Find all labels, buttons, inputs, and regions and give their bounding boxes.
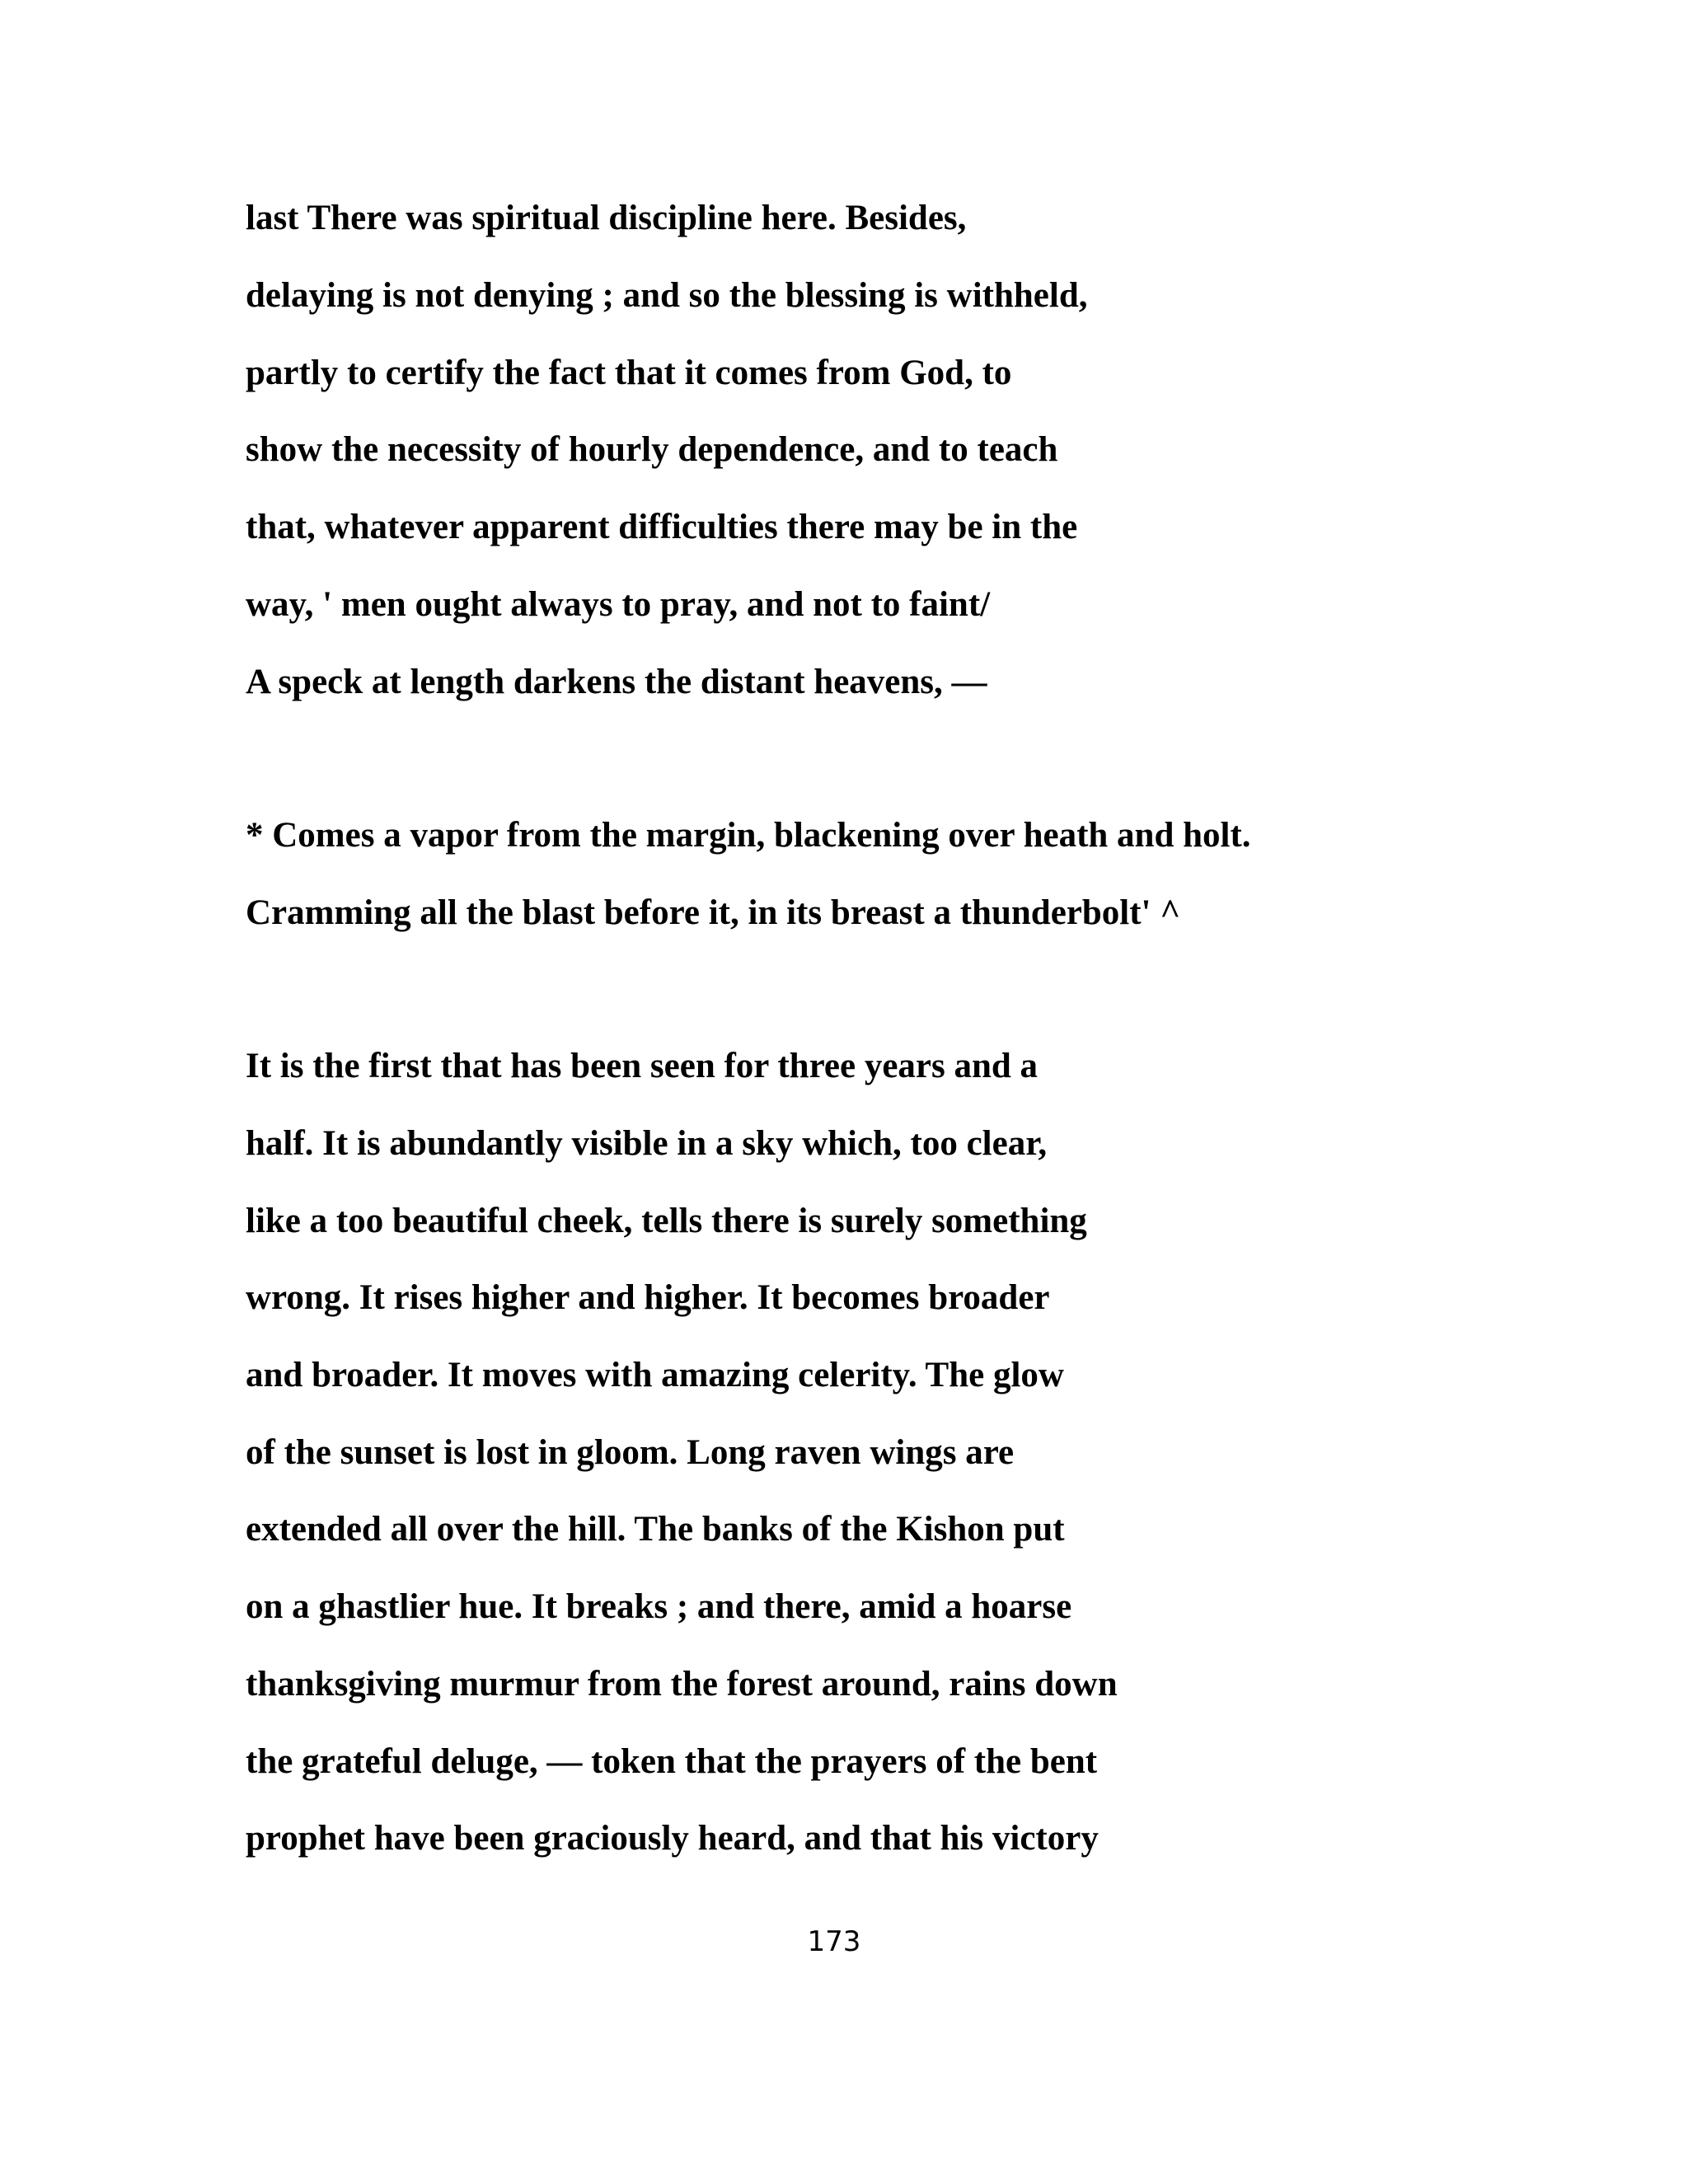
text-line: thanksgiving murmur from the forest around, rains down: [246, 1665, 1118, 1704]
text-line: delaying is not denying ; and so the blessing is withheld,: [246, 276, 1088, 315]
text-line: last There was spiritual discipline here. Besides,: [246, 199, 967, 237]
text-line: like a too beautiful cheek, tells there is surely something: [246, 1202, 1087, 1240]
text-line: A speck at length darkens the distant heavens, —: [246, 663, 987, 701]
text-line: of the sunset is lost in gloom. Long raven wings are: [246, 1433, 1015, 1472]
page-number: 173: [807, 1925, 861, 1958]
text-line: way, ' men ought always to pray, and not to faint/: [246, 585, 991, 624]
text-line: half. It is abundantly visible in a sky which, too clear,: [246, 1124, 1048, 1163]
text-line: extended all over the hill. The banks of the Kishon put: [246, 1510, 1065, 1549]
text-line: that, whatever apparent difficulties there may be in the: [246, 508, 1078, 546]
text-line: It is the first that has been seen for three years and a: [246, 1047, 1039, 1085]
text-line: and broader. It moves with amazing celerity. The glow: [246, 1356, 1064, 1394]
text-line: the grateful deluge, — token that the prayers of the bent: [246, 1742, 1098, 1781]
text-line: wrong. It rises higher and higher. It becomes broader: [246, 1278, 1050, 1317]
quotation-line: Cramming all the blast before it, in its breast a thunderbolt' ^: [246, 893, 1181, 932]
text-line: prophet have been graciously heard, and that his victory: [246, 1819, 1099, 1858]
quotation-line: * Comes a vapor from the margin, blackening over heath and holt.: [246, 816, 1251, 855]
text-line: partly to certify the fact that it comes from God, to: [246, 354, 1012, 392]
text-line: on a ghastlier hue. It breaks ; and there, amid a hoarse: [246, 1587, 1072, 1626]
text-line: show the necessity of hourly dependence, and to teach: [246, 430, 1058, 469]
